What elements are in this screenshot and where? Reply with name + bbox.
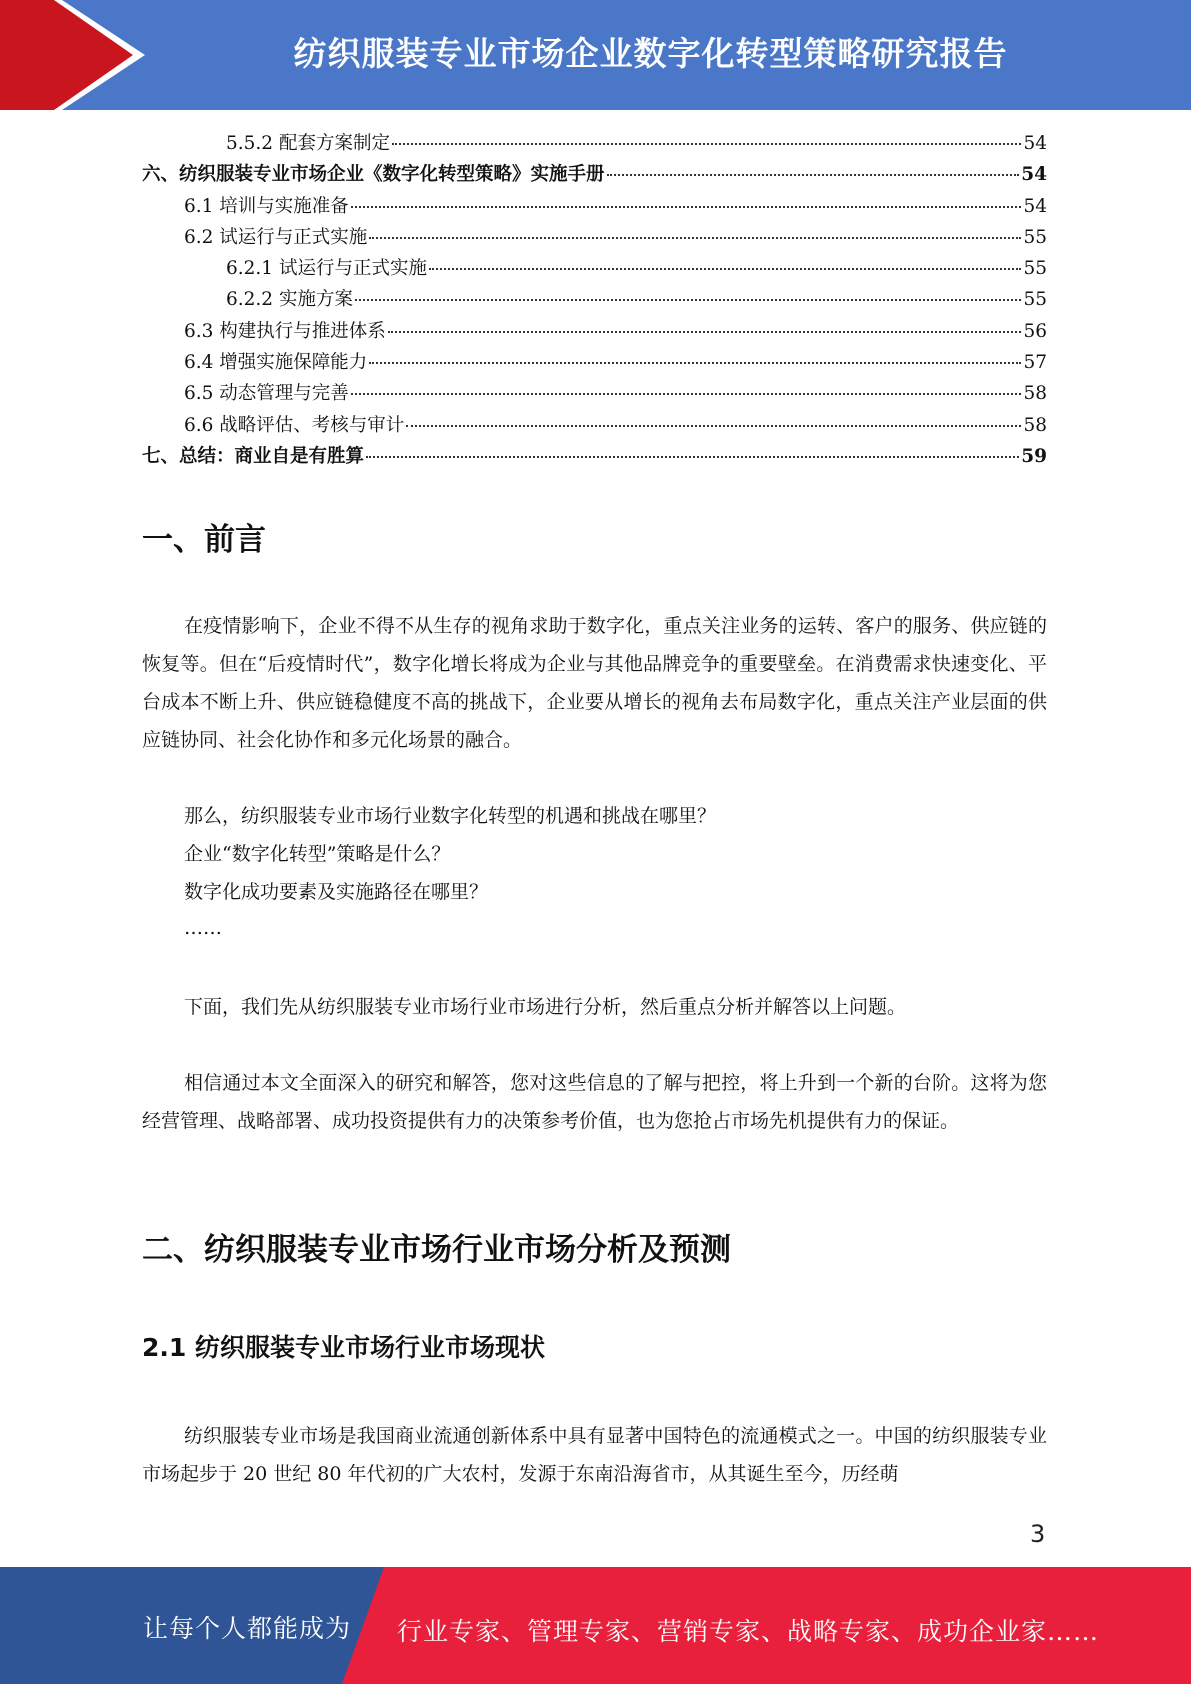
page-number: 3 [1030, 1520, 1046, 1548]
section-heading-preface: 一、前言 [142, 522, 266, 558]
toc-entry[interactable] [142, 316, 1047, 347]
toc-entry-title: 七、总结：商业自是有胜算 [142, 445, 365, 467]
header-red-arrow-icon [0, 0, 160, 110]
question-line: 企业“数字化转型”策略是什么？ [184, 843, 451, 865]
toc-entry[interactable] [142, 222, 1047, 253]
toc-entry-page: 55 [1023, 226, 1047, 248]
toc-entry-page: 57 [1023, 352, 1047, 374]
toc-dot-leader [429, 268, 1021, 270]
toc-entry-title: 6.4 增强实施保障能力 [184, 352, 368, 374]
toc-entry-page: 55 [1023, 289, 1047, 311]
footer-slogan-left: 让每个人都能成为 [143, 1614, 352, 1643]
footer-banner [0, 1567, 1191, 1684]
subsection-heading-market-status: 2.1 纺织服装专业市场行业市场现状 [142, 1333, 545, 1362]
toc-entry[interactable] [142, 128, 1047, 159]
footer-slogan-right: 行业专家、管理专家、营销专家、战略专家、成功企业家…… [397, 1617, 1100, 1646]
toc-entry-title: 5.5.2 配套方案制定 [226, 133, 390, 154]
toc-entry-title: 六、纺织服装专业市场企业《数字化转型策略》实施手册 [142, 164, 605, 186]
toc-entry[interactable] [142, 347, 1047, 378]
toc-dot-leader [351, 393, 1022, 395]
toc-dot-leader [607, 174, 1020, 176]
toc-entry-page: 54 [1021, 164, 1047, 186]
toc-entry-page: 58 [1023, 414, 1047, 436]
table-of-contents [142, 128, 1047, 472]
toc-entry-title: 6.2.2 实施方案 [226, 289, 353, 311]
toc-entry[interactable] [142, 441, 1047, 472]
header-banner [0, 0, 1191, 110]
toc-entry-page: 54 [1023, 195, 1047, 217]
toc-entry[interactable] [142, 159, 1047, 190]
toc-entry[interactable] [142, 284, 1047, 315]
toc-dot-leader [392, 143, 1021, 145]
ellipsis-line: …… [184, 917, 222, 939]
toc-dot-leader [369, 237, 1021, 239]
preface-paragraph-2: 下面，我们先从纺织服装专业市场行业市场进行分析，然后重点分析并解答以上问题。 [184, 996, 907, 1018]
toc-entry-page: 56 [1023, 320, 1047, 342]
preface-paragraph-1: 在疫情影响下，企业不得不从生存的视角求助于数字化，重点关注业务的运转、客户的服务、供应链的恢复等。但在“后疫情时代”，数字化增长将成为企业与其他品牌竞争的重要壁垒。在消费需求快速变化、平台成本不断上升、供应链稳健度不高的挑战下，企业要从增长的视角去布局数字化，重点关注产业层面的供应链协同、社会化协作和多元化场景的融合。 [142, 615, 1047, 751]
toc-entry[interactable] [142, 191, 1047, 222]
toc-dot-leader [351, 206, 1022, 208]
toc-entry-title: 6.1 培训与实施准备 [184, 195, 349, 217]
question-line: 数字化成功要素及实施路径在哪里？ [184, 881, 489, 903]
section-heading-market-analysis: 二、纺织服装专业市场行业市场分析及预测 [142, 1232, 731, 1268]
toc-entry-page: 55 [1023, 258, 1047, 280]
toc-entry-title: 6.3 构建执行与推进体系 [184, 320, 386, 342]
toc-dot-leader [366, 456, 1019, 458]
toc-entry[interactable] [142, 410, 1047, 441]
preface-paragraph-3: 相信通过本文全面深入的研究和解答，您对这些信息的了解与把控，将上升到一个新的台阶。这将为您经营管理、战略部署、成功投资提供有力的决策参考价值，也为您抢占市场先机提供有力的保证。 [142, 1072, 1047, 1132]
toc-entry-title: 6.2 试运行与正式实施 [184, 226, 368, 248]
toc-dot-leader [406, 425, 1021, 427]
toc-entry-page: 59 [1021, 445, 1047, 467]
toc-entry-page: 58 [1023, 383, 1047, 405]
toc-entry-page: 54 [1023, 133, 1047, 154]
market-status-paragraph: 纺织服装专业市场是我国商业流通创新体系中具有显著中国特色的流通模式之一。中国的纺织服装专业市场起步于 20 世纪 80 年代初的广大农村，发源于东南沿海省市，从其诞生至今，历经萌 [142, 1425, 1047, 1485]
toc-entry-title: 6.6 战略评估、考核与审计 [184, 414, 405, 436]
toc-dot-leader [369, 362, 1021, 364]
toc-entry-title: 6.2.1 试运行与正式实施 [226, 258, 427, 280]
toc-dot-leader [388, 331, 1022, 333]
toc-entry-title: 6.5 动态管理与完善 [184, 383, 349, 405]
header-title: 纺织服装专业市场企业数字化转型策略研究报告 [293, 34, 1008, 73]
toc-entry[interactable] [142, 378, 1047, 409]
toc-entry[interactable] [142, 253, 1047, 284]
toc-dot-leader [355, 299, 1022, 301]
question-line: 那么，纺织服装专业市场行业数字化转型的机遇和挑战在哪里？ [184, 805, 717, 827]
